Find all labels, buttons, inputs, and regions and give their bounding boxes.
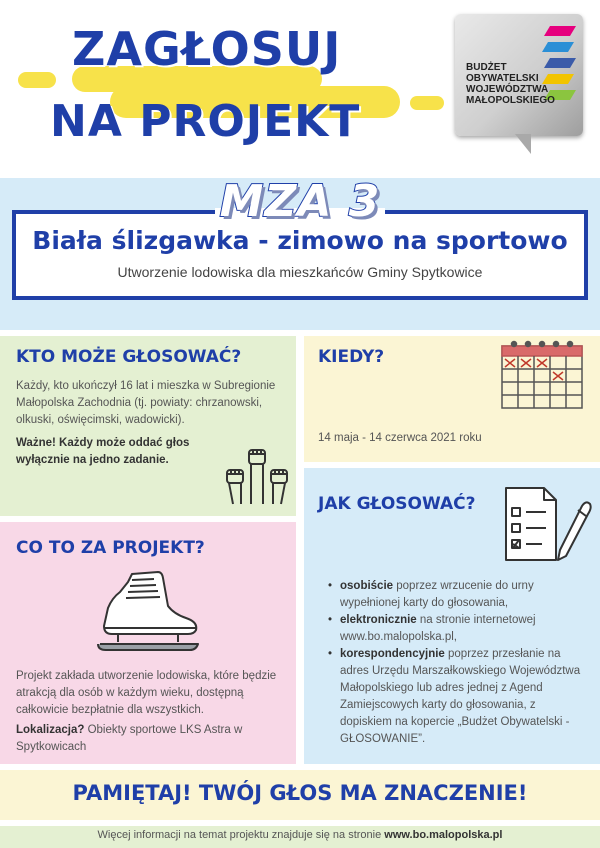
- voting-methods-list: [326, 578, 584, 748]
- when-dates: 14 maja - 14 czerwca 2021 roku: [318, 432, 482, 444]
- list-item: • elektronicznie na stronie internetowej www.bo.malopolska.pl,: [326, 612, 584, 646]
- ice-skate-icon: [92, 568, 202, 656]
- what-heading: CO TO ZA PROJEKT?: [16, 538, 205, 558]
- budget-logo-tail: [515, 134, 531, 154]
- list-item: • osobiście poprzez wrzucenie do urny wypełnionej karty do głosowania,: [326, 578, 584, 612]
- what-location: Lokalizacja? Obiekty sportowe LKS Astra w Spytkowicach: [16, 724, 243, 753]
- headline-line-2: NA PROJEKT: [50, 96, 361, 147]
- logo-text: BUDŻET OBYWATELSKI WOJEWÓDZTWA MAŁOPOLSKIEGO: [466, 62, 555, 106]
- header-highlight-1: [18, 72, 56, 88]
- raised-fists-icon: [222, 444, 292, 508]
- header-highlight-4: [410, 96, 444, 110]
- ballot-checklist-icon: [500, 484, 592, 566]
- what-text: Projekt zakłada utworzenie lodowiska, które będzie atrakcją dla osób w każdym wieku, dostępną całkowicie bezpłatnie dla wszystkich.: [16, 670, 277, 716]
- footer-website-link[interactable]: www.bo.malopolska.pl: [384, 829, 503, 841]
- remember-slogan: PAMIĘTAJ! TWÓJ GŁOS MA ZNACZENIE!: [72, 781, 528, 805]
- who-can-vote-note: Ważne! Każdy może oddać głos wyłącznie na jedno zadanie.: [16, 437, 190, 466]
- headline-line-1: ZAGŁOSUJ: [72, 22, 342, 76]
- who-can-vote-text: Każdy, kto ukończył 16 lat i mieszka w Subregionie Małopolska Zachodnia (tj. powiaty: chrzanowski, olkuski, oświęcimski, wadowicki).: [16, 380, 276, 426]
- footer-info: Więcej informacji na temat projektu znajduje się na stronie www.bo.malopolska.pl: [97, 829, 503, 841]
- project-code: MZA 3: [219, 176, 381, 227]
- who-can-vote-heading: KTO MOŻE GŁOSOWAĆ?: [16, 347, 242, 367]
- calendar-icon: [500, 340, 584, 410]
- how-heading: JAK GŁOSOWAĆ?: [318, 494, 476, 514]
- list-item: • korespondencyjnie poprzez przesłanie na adres Urzędu Marszałkowskiego Województwa Małopolskiego lub adres jednej z Agend Zamiejscowych karty do głosowania, z dopiskiem na kopercie „Budżet Obywatelski - GŁOSOWANIE”.: [326, 646, 584, 748]
- project-title: Biała ślizgawka - zimowo na sportowo: [32, 226, 568, 255]
- project-subtitle: Utworzenie lodowiska dla mieszkańców Gminy Spytkowice: [117, 264, 483, 280]
- when-heading: KIEDY?: [318, 347, 385, 367]
